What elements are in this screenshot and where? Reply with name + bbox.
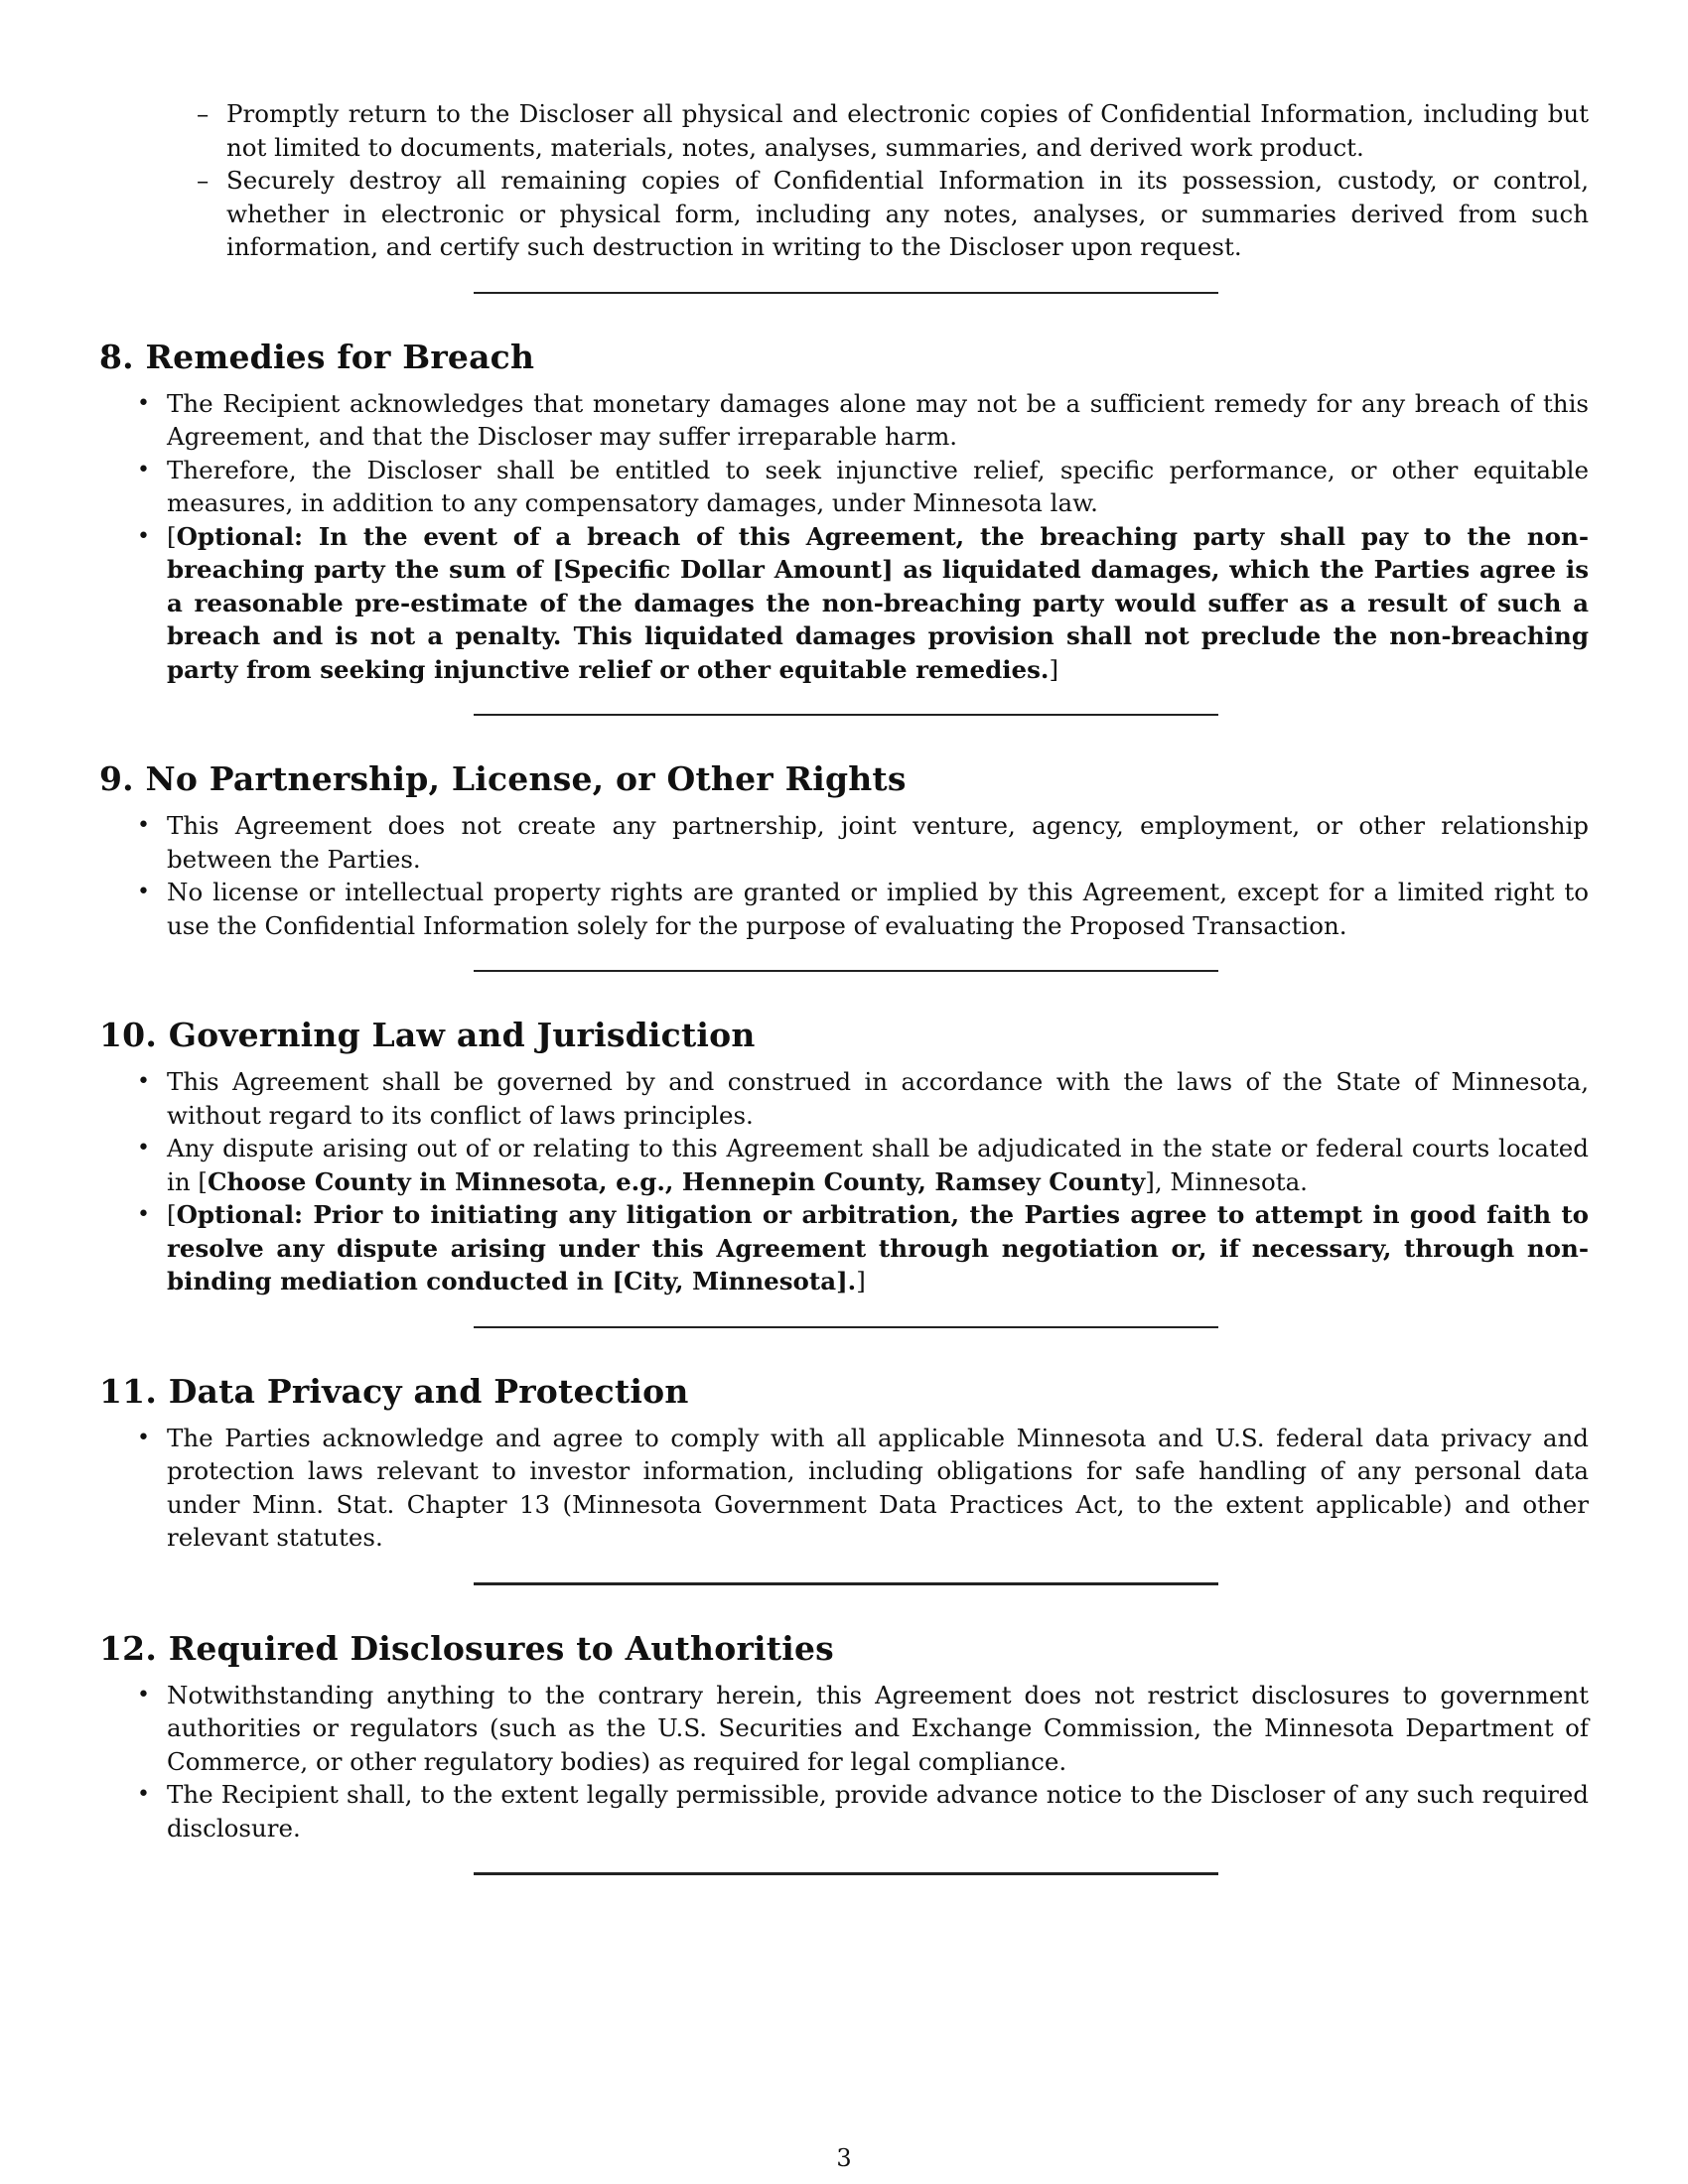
- list-item: • The Parties acknowledge and agree to comply with all applicable Minnesota and U.S. federal data privacy and protection laws relevant to investor information, including obligations for safe handling of any personal data under Minn. Stat. Chapter 13 (Minnesota Government Data Practices Act, to the extent applicable) and other relevant statutes.: [137, 1423, 1589, 1552]
- section-11-heading: 11. Data Privacy and Protection: [99, 1371, 689, 1411]
- return-destroy-list: [197, 97, 1589, 264]
- list-item: • The Recipient shall, to the extent legally permissible, provide advance notice to the Discloser of any such required disclosure.: [137, 1780, 1589, 1843]
- list-item: • [Optional: In the event of a breach of this Agreement, the breaching party shall pay to the non-breaching party the sum of [Specific Dollar Amount] as liquidated damages, which the Parties agree is a reasonable pre-estimate of the damages the non-breaching party would suffer as a result of such a breach and is not a penalty. This liquidated damages provision shall not preclude the non-breaching party from seeking injunctive relief or other equitable remedies.]: [137, 521, 1589, 684]
- section-divider: [474, 1582, 1218, 1585]
- list-item: • Notwithstanding anything to the contrary herein, this Agreement does not restrict disclosures to government authorities or regulators (such as the U.S. Securities and Exchange Commission, the Minnesota Department of Commerce, or other regulatory bodies) as required for legal compliance.: [137, 1680, 1589, 1776]
- section-11-list: [137, 1422, 1589, 1555]
- bullet-marker: •: [137, 1782, 150, 1807]
- section-8-heading: 8. Remedies for Breach: [99, 337, 535, 376]
- list-item: • The Recipient acknowledges that monetary damages alone may not be a sufficient remedy for any breach of this Agreement, and that the Discloser may suffer irreparable harm.: [137, 388, 1589, 451]
- bullet-marker: •: [137, 1202, 150, 1227]
- section-divider: [474, 292, 1218, 294]
- list-item: – Promptly return to the Discloser all physical and electronic copies of Confidential Information, including but not limited to documents, materials, notes, analyses, summaries, and derived work product.: [197, 99, 1589, 162]
- list-item: – Securely destroy all remaining copies of Confidential Information in its possession, custody, or control, whether in electronic or physical form, including any notes, analyses, or summaries derived from such information, and certify such destruction in writing to the Discloser upon request.: [197, 166, 1589, 261]
- section-8-list: [137, 387, 1589, 687]
- section-divider: [474, 1326, 1218, 1328]
- section-10-heading: 10. Governing Law and Jurisdiction: [99, 1016, 756, 1054]
- bullet-marker: •: [137, 457, 150, 482]
- bullet-marker: •: [137, 1682, 150, 1707]
- bullet-marker: •: [137, 1425, 150, 1450]
- section-9-heading: 9. No Partnership, License, or Other Rights: [99, 759, 907, 798]
- section-9-list: [137, 809, 1589, 942]
- dash-marker: –: [197, 99, 210, 128]
- section-12-heading: 12. Required Disclosures to Authorities: [99, 1628, 834, 1668]
- bullet-marker: •: [137, 880, 150, 904]
- page-number: 3: [836, 2144, 852, 2172]
- section-divider: [474, 1872, 1218, 1875]
- list-item: • Any dispute arising out of or relating to this Agreement shall be adjudicated in the state or federal courts located in [Choose County in Minnesota, e.g., Hennepin County, Ramsey County], Minnesota.: [137, 1134, 1589, 1196]
- section-divider: [474, 714, 1218, 716]
- list-item: • This Agreement does not create any partnership, joint venture, agency, employment, or other relationship between the Parties.: [137, 811, 1589, 874]
- section-10-list: [137, 1065, 1589, 1298]
- list-item: • [Optional: Prior to initiating any litigation or arbitration, the Parties agree to attempt in good faith to resolve any dispute arising under this Agreement through negotiation or, if necessary, through non-binding mediation conducted in [City, Minnesota].]: [137, 1200, 1589, 1296]
- list-item: • No license or intellectual property rights are granted or implied by this Agreement, except for a limited right to use the Confidential Information solely for the purpose of evaluating the Proposed Transaction.: [137, 878, 1589, 940]
- bullet-marker: •: [137, 523, 150, 549]
- bullet-marker: •: [137, 1069, 150, 1094]
- bullet-marker: •: [137, 813, 150, 838]
- list-item: • Therefore, the Discloser shall be entitled to seek injunctive relief, specific performance, or other equitable measures, in addition to any compensatory damages, under Minnesota law.: [137, 455, 1589, 517]
- bullet-marker: •: [137, 390, 150, 416]
- dash-marker: –: [197, 166, 210, 195]
- document-content: [99, 97, 1589, 1875]
- section-divider: [474, 970, 1218, 972]
- section-12-list: [137, 1679, 1589, 1845]
- list-item: • This Agreement shall be governed by and construed in accordance with the laws of the State of Minnesota, without regard to its conflict of laws principles.: [137, 1067, 1589, 1130]
- bullet-marker: •: [137, 1136, 150, 1160]
